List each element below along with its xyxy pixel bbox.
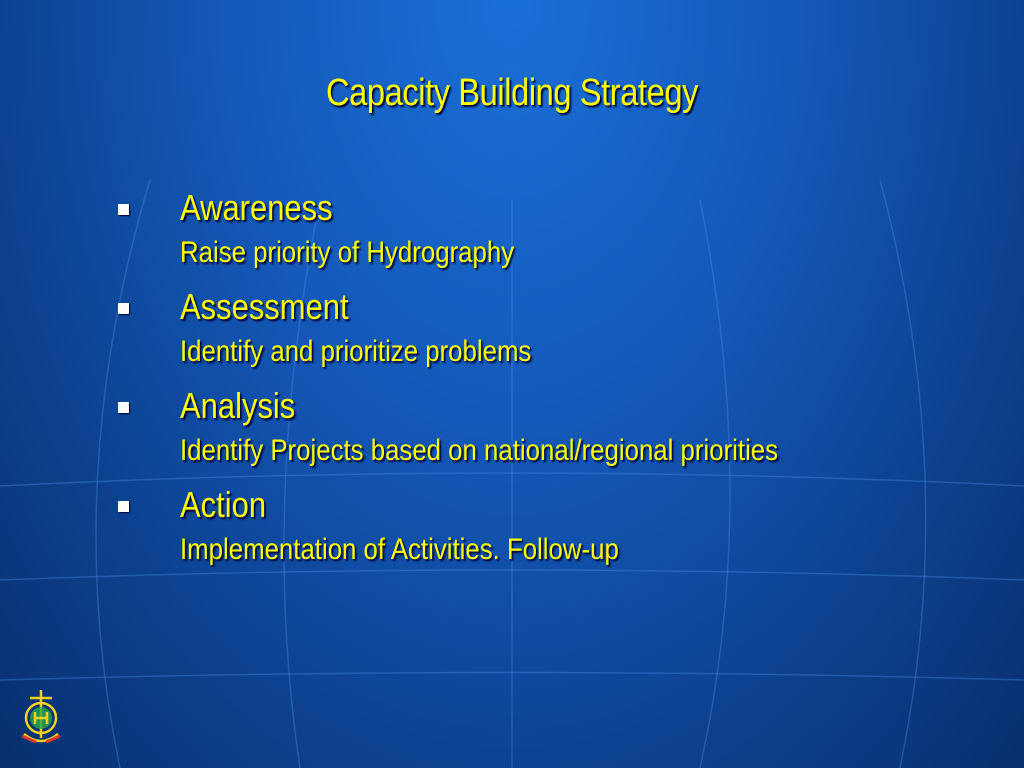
list-item-assessment bbox=[112, 285, 832, 374]
bullet-detail: Identify and prioritize problems bbox=[180, 335, 532, 368]
list-item-awareness bbox=[112, 186, 832, 275]
bullet-heading: Awareness bbox=[180, 187, 333, 228]
list-item-analysis bbox=[112, 384, 832, 473]
square-bullet-icon bbox=[118, 204, 129, 215]
slide-title: Capacity Building Strategy bbox=[325, 72, 699, 114]
bullet-detail: Raise priority of Hydrography bbox=[180, 236, 515, 269]
bullet-heading: Analysis bbox=[180, 385, 296, 426]
bullet-list bbox=[112, 186, 832, 582]
bullet-heading: Assessment bbox=[180, 286, 349, 327]
square-bullet-icon bbox=[118, 501, 129, 512]
list-item-action bbox=[112, 483, 832, 572]
square-bullet-icon bbox=[118, 402, 129, 413]
bullet-detail: Identify Projects based on national/regional priorities bbox=[180, 434, 779, 467]
bullet-detail: Implementation of Activities. Follow-up bbox=[180, 533, 619, 566]
square-bullet-icon bbox=[118, 303, 129, 314]
ihb-emblem-icon bbox=[18, 686, 64, 748]
bullet-heading: Action bbox=[180, 484, 267, 525]
